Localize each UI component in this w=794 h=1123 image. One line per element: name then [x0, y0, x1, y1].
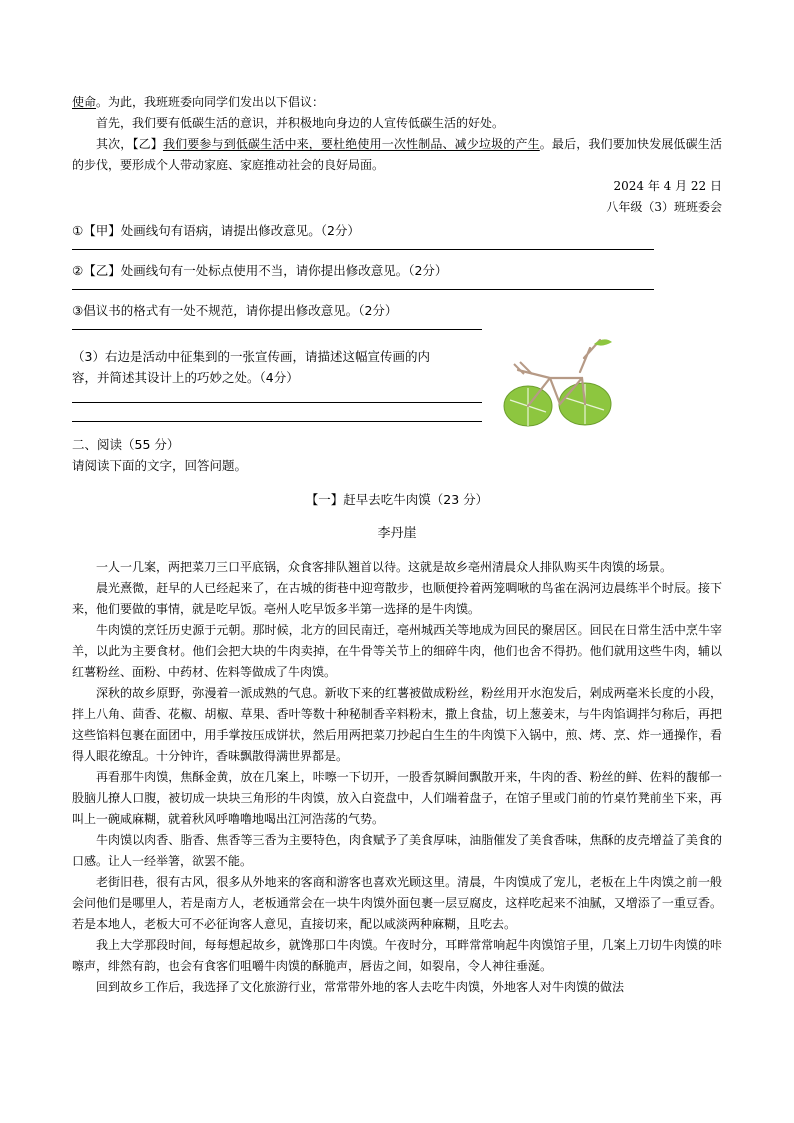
question-2: ②【乙】处画线句有一处标点使用不当，请你提出修改意见。（2分） — [72, 263, 448, 278]
question-4-text: （3）右边是活动中征集到的一张宣传画，请描述这幅宣传画的内 — [72, 349, 430, 364]
article-paragraph: 回到故乡工作后，我选择了文化旅游行业，常常带外地的客人去吃牛肉馍，外地客人对牛肉馍的做法 — [96, 979, 625, 994]
article-paragraph: 老街旧巷，很有古风，很多从外地来的客商和游客也喜欢光顾这里。清晨，牛肉馍成了宠儿，老板在上牛肉馍之前一般会问他们是哪里人，若是南方人，老板通常会在一块牛肉馍外面包裹一层豆腐皮，这样吃起来不油腻，又增添了一重豆香。若是本地人，老板大可不必征询客人意见，直接切来，配以咸淡两种麻糊，且吃去。 — [72, 874, 722, 931]
question-1: ①【甲】处画线句有语病，请提出修改意见。（2分） — [72, 223, 360, 238]
text-segment: 其次，【乙】 — [96, 137, 163, 151]
article-paragraph: 我上大学那段时间，每每想起故乡，就馋那口牛肉馍。午夜时分，耳畔常常响起牛肉馍馆子里，几案上刀切牛肉馍的咔嚓声，绯然有韵，也会有食客们咀嚼牛肉馍的酥脆声，唇齿之间，如裂帛，令人神往垂涎。 — [72, 937, 722, 973]
letter-paragraph-3 — [72, 134, 722, 176]
article-paragraph: 牛肉馍以肉香、脂香、焦香等三香为主要特色，肉食赋予了美食厚味，油脂催发了美食香味，焦酥的皮壳增益了美食的口感。让人一经举箸，欲罢不能。 — [72, 832, 722, 868]
answer-line-4b[interactable] — [72, 413, 482, 422]
article-paragraph: 一人一几案，两把菜刀三口平底锅，众食客排队翘首以待。这就是故乡亳州清晨众人排队购买牛肉馍的场景。 — [96, 559, 673, 574]
document-page — [72, 92, 722, 998]
underlined-segment: 使命 — [72, 95, 97, 109]
question-4-left — [72, 346, 482, 432]
question-4-text-continued: 容，并简述其设计上的巧妙之处。（4分） — [72, 370, 299, 385]
answer-line-1[interactable] — [72, 241, 654, 250]
section-instruction: 请阅读下面的文字，回答问题。 — [72, 458, 248, 473]
letter-date: 2024 年 4 月 22 日 — [613, 179, 722, 193]
underlined-segment: 我们要参与到低碳生活中来，要杜绝使用一次性制品、减少垃圾的产生 — [162, 137, 540, 151]
letter-paragraph-3-text — [72, 137, 722, 172]
text-segment: 。最后，我们要加快发展低碳生活的步伐，要形成个人带动家庭、家庭推动社会的良好局面。 — [72, 137, 722, 172]
letter-paragraph-1-text — [72, 95, 324, 109]
article-title: 【一】赶早去吃牛肉馍（23 分） — [305, 491, 489, 507]
letter-paragraph-1 — [72, 92, 722, 113]
question-3: ③倡议书的格式有一处不规范，请你提出修改意见。（2分） — [72, 303, 398, 318]
letter-paragraph-2: 首先，我们要有低碳生活的意识，并积极地向身边的人宣传低碳生活的好处。 — [96, 116, 505, 130]
question-4-block — [72, 340, 722, 432]
text-segment: 。为此，我班班委向同学们发出以下倡议： — [96, 95, 325, 109]
answer-line-3[interactable] — [72, 321, 482, 330]
answer-line-4a[interactable] — [72, 394, 482, 403]
article-paragraph: 晨光熹微，赶早的人已经起来了，在古城的街巷中迎弯散步，也顺便拎着两笼啁啾的鸟雀在涡河边晨练半个时辰。接下来，他们要做的事情，就是吃早饭。亳州人吃早饭多半第一选择的是牛肉馍。 — [72, 580, 722, 616]
answer-line-2[interactable] — [72, 281, 654, 290]
article-paragraph: 再看那牛肉馍，焦酥金黄，放在几案上，咔嚓一下切开，一股香氛瞬间飘散开来，牛肉的香、粉丝的鲜、佐料的馥郁一股脑儿撩人口腹，被切成一块块三角形的牛肉馍，放入白瓷盘中，人们端着盘子，在馆子里或门前的竹桌竹凳前坐下来，再叫上一碗咸麻糊，就着秋风呼噜噜地喝出江河浩荡的气势。 — [72, 769, 722, 826]
article-body — [72, 557, 722, 998]
section-heading: 二、阅读（55 分） — [72, 437, 180, 452]
bicycle-leaf-wheels-icon — [498, 334, 616, 430]
article-paragraph: 深秋的故乡原野，弥漫着一派成熟的气息。新收下来的红薯被做成粉丝，粉丝用开水泡发后，剁成两毫米长度的小段，拌上八角、茴香、花椒、胡椒、草果、香叶等数十种秘制香辛料粉末，撒上食盐，切上葱姜末，与牛肉馅调拌匀称后，再把这些馅料包裹在面团中，用手掌按压成饼状，然后用两把菜刀抄起白生生的牛肉馍下入锅中，煎、烤、烹、炸一通操作，看得人眼花缭乱。十分钟许，香味飘散得满世界都是。 — [72, 685, 722, 763]
letter-signature: 八年级（3）班班委会 — [606, 200, 722, 214]
article-paragraph: 牛肉馍的烹饪历史源于元朝。那时候，北方的回民南迁，亳州城西关等地成为回民的聚居区。回民在日常生活中烹牛宰羊，以此为主要食材。他们会把大块的牛肉卖掉，在牛骨等关节上的细碎牛肉，他们也舍不得扔。他们就用这些牛肉，辅以红薯粉丝、面粉、中药材、佐料等做成了牛肉馍。 — [72, 622, 722, 679]
article-author: 李丹崖 — [377, 525, 417, 541]
